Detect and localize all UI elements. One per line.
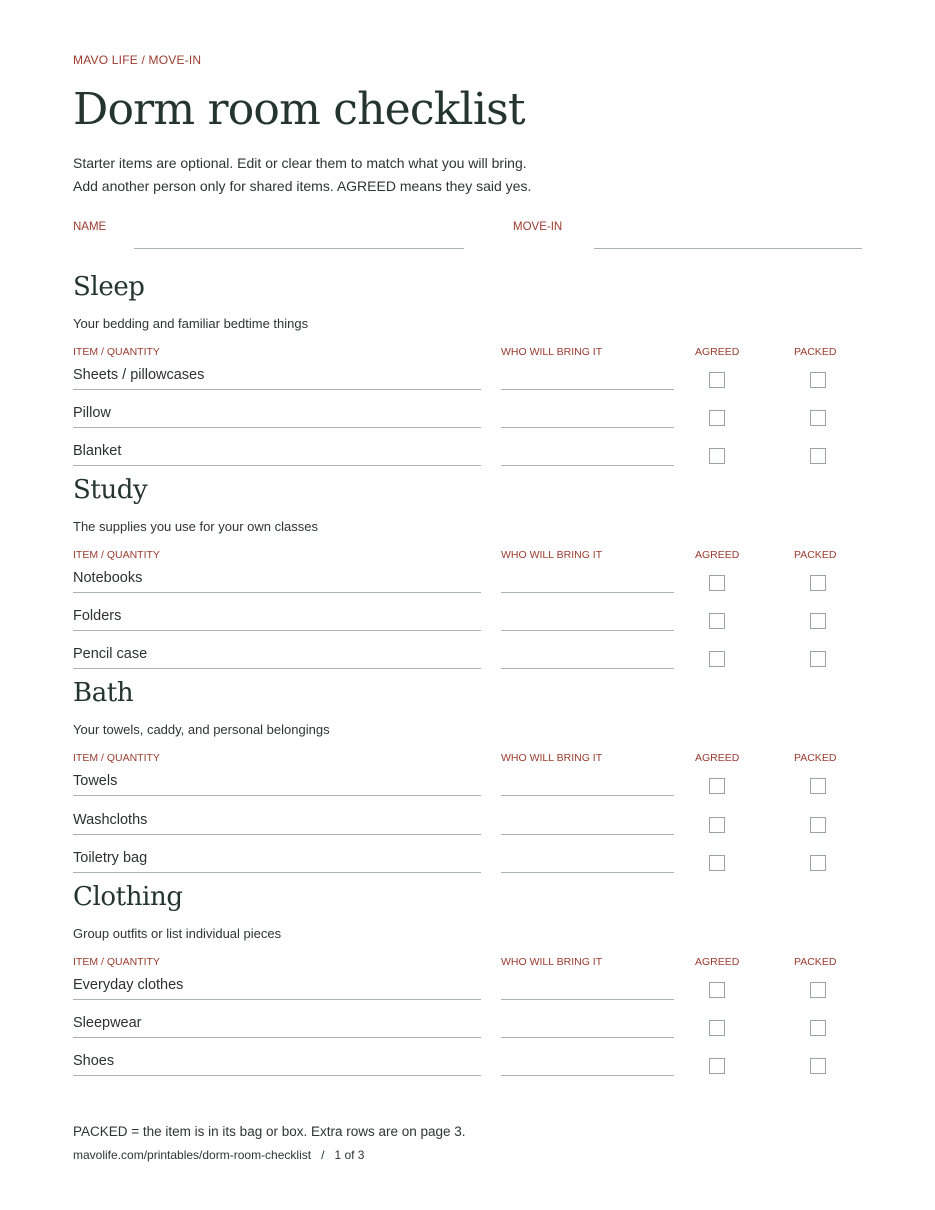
column-header-who: WHO WILL BRING IT [501,752,603,764]
item-field[interactable]: Sleepwear [73,1015,142,1031]
agreed-checkbox[interactable] [709,1058,725,1074]
packed-checkbox[interactable] [810,1058,826,1074]
column-header-who: WHO WILL BRING IT [501,346,603,358]
section-title: Clothing [73,882,183,912]
column-header-agreed: AGREED [695,752,740,764]
agreed-checkbox[interactable] [709,613,725,629]
packed-checkbox[interactable] [810,1020,826,1036]
agreed-checkbox[interactable] [709,817,725,833]
column-header-agreed: AGREED [695,956,740,968]
who-field[interactable] [501,834,674,835]
column-header-agreed: AGREED [695,346,740,358]
who-field[interactable] [501,795,674,796]
section-subtitle: Your bedding and familiar bedtime things [73,316,309,331]
item-underline [73,834,481,835]
item-field[interactable]: Notebooks [73,570,143,586]
checklist-row [73,812,863,850]
item-underline [73,630,481,631]
column-header-agreed: AGREED [695,549,740,561]
column-header-who: WHO WILL BRING IT [501,956,603,968]
item-field[interactable]: Shoes [73,1053,115,1069]
footer-url: mavolife.com/printables/dorm-room-checklist [73,1148,312,1162]
packed-checkbox[interactable] [810,575,826,591]
intro-text [73,152,531,198]
breadcrumb: MAVO LIFE / MOVE-IN [73,53,202,67]
name-label: NAME [73,221,107,233]
checklist-row [73,570,863,608]
agreed-checkbox[interactable] [709,1020,725,1036]
who-field[interactable] [501,1075,674,1076]
intro-line-1: Starter items are optional. Edit or clear them to match what you will bring. [73,155,527,171]
item-underline [73,465,481,466]
item-field[interactable]: Blanket [73,443,122,459]
packed-checkbox[interactable] [810,410,826,426]
column-header-packed: PACKED [794,956,837,968]
column-header-item: ITEM / QUANTITY [73,752,160,764]
checklist-page [73,0,863,1210]
column-header-item: ITEM / QUANTITY [73,346,160,358]
checklist-row [73,405,863,443]
packed-checkbox[interactable] [810,855,826,871]
item-underline [73,1037,481,1038]
move-in-field[interactable] [594,248,862,249]
section-subtitle: Group outfits or list individual pieces [73,926,282,941]
agreed-checkbox[interactable] [709,410,725,426]
item-underline [73,1075,481,1076]
item-field[interactable]: Washcloths [73,812,148,828]
footer-note: PACKED = the item is in its bag or box. Extra rows are on page 3. [73,1124,466,1139]
who-field[interactable] [501,630,674,631]
column-header-item: ITEM / QUANTITY [73,549,160,561]
who-field[interactable] [501,872,674,873]
section-bath [73,678,863,878]
name-field[interactable] [134,248,464,249]
agreed-checkbox[interactable] [709,778,725,794]
checklist-row [73,1053,863,1091]
checklist-row [73,773,863,811]
item-field[interactable]: Towels [73,773,118,789]
footer-separator: / [321,1148,325,1162]
section-clothing [73,882,863,1087]
item-field[interactable]: Toiletry bag [73,850,148,866]
page-number: 1 of 3 [334,1148,365,1162]
item-field[interactable]: Folders [73,608,122,624]
item-field[interactable]: Sheets / pillowcases [73,367,205,383]
section-subtitle: Your towels, caddy, and personal belongings [73,722,330,737]
section-title: Bath [73,678,134,708]
item-underline [73,999,481,1000]
checklist-row [73,367,863,405]
packed-checkbox[interactable] [810,448,826,464]
who-field[interactable] [501,999,674,1000]
checklist-row [73,977,863,1015]
item-underline [73,872,481,873]
column-header-item: ITEM / QUANTITY [73,956,160,968]
column-header-who: WHO WILL BRING IT [501,549,603,561]
column-header-packed: PACKED [794,346,837,358]
checklist-row [73,608,863,646]
section-title: Study [73,475,148,505]
item-underline [73,427,481,428]
packed-checkbox[interactable] [810,817,826,833]
section-subtitle: The supplies you use for your own classes [73,519,318,534]
agreed-checkbox[interactable] [709,982,725,998]
agreed-checkbox[interactable] [709,575,725,591]
agreed-checkbox[interactable] [709,372,725,388]
agreed-checkbox[interactable] [709,855,725,871]
item-underline [73,668,481,669]
packed-checkbox[interactable] [810,982,826,998]
packed-checkbox[interactable] [810,613,826,629]
agreed-checkbox[interactable] [709,651,725,667]
footer-meta [73,1148,364,1162]
packed-checkbox[interactable] [810,778,826,794]
column-header-packed: PACKED [794,549,837,561]
item-underline [73,592,481,593]
item-field[interactable]: Pillow [73,405,111,421]
who-field[interactable] [501,592,674,593]
item-field[interactable]: Pencil case [73,646,148,662]
packed-checkbox[interactable] [810,651,826,667]
move-in-label: MOVE-IN [513,221,563,233]
agreed-checkbox[interactable] [709,448,725,464]
who-field[interactable] [501,465,674,466]
who-field[interactable] [501,427,674,428]
packed-checkbox[interactable] [810,372,826,388]
item-field[interactable]: Everyday clothes [73,977,184,993]
section-sleep [73,272,863,472]
checklist-row [73,1015,863,1053]
section-study [73,475,863,675]
item-underline [73,795,481,796]
who-field[interactable] [501,1037,674,1038]
item-underline [73,389,481,390]
page-title: Dorm room checklist [73,84,525,135]
who-field[interactable] [501,668,674,669]
intro-line-2: Add another person only for shared items. AGREED means they said yes. [73,178,532,194]
section-title: Sleep [73,272,145,302]
who-field[interactable] [501,389,674,390]
column-header-packed: PACKED [794,752,837,764]
